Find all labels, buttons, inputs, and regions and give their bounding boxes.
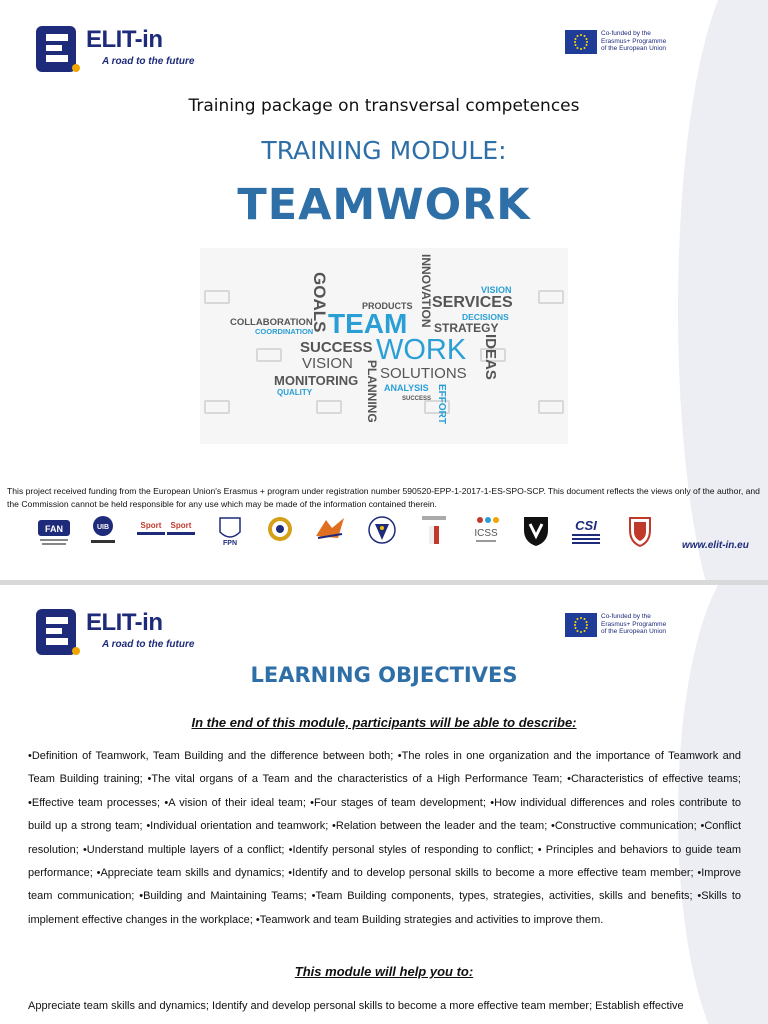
cloud-word: ANALYSIS (384, 383, 429, 393)
eu-notice-line: of the European Union (601, 628, 667, 635)
cloud-word: SUCCESS (402, 396, 432, 402)
cloud-word: VISION (481, 285, 512, 295)
watermark-icon (538, 290, 564, 304)
cloud-word: QUALITY (277, 388, 313, 397)
help-title: This module will help you to: (294, 964, 474, 979)
eu-cofunded-badge (565, 613, 685, 643)
elit-in-logo (36, 22, 196, 78)
objectives-intro: In the end of this module, participants will be able to describe: (191, 715, 577, 730)
elit-in-logo-icon (36, 22, 80, 74)
cloud-word: SUCCESS (300, 339, 373, 356)
brand-name: ELIT-in (86, 609, 163, 636)
partner-logos (30, 514, 670, 550)
eu-notice-line: Erasmus+ Programme (601, 37, 667, 45)
partner-label: Sport (170, 521, 192, 530)
partner-label: Sport (140, 521, 162, 530)
watermark-icon (256, 348, 282, 362)
partner-logo-uib-icon (85, 514, 121, 548)
partner-label: CSI (575, 518, 597, 533)
brand-tagline: A road to the future (102, 639, 195, 650)
partner-label: UIB (96, 524, 110, 531)
cloud-word: WORK (376, 334, 467, 366)
cloud-word: SOLUTIONS (380, 365, 467, 382)
partner-label: FAN (45, 524, 63, 534)
cloud-word: SERVICES (432, 294, 513, 311)
module-title: TEAMWORK (237, 180, 531, 230)
partner-logo-malta-icon (416, 514, 452, 548)
partner-logo-fpn-icon (212, 514, 248, 548)
partner-logo-rings-icon (262, 514, 298, 548)
eu-notice-line: Erasmus+ Programme (601, 620, 667, 628)
cloud-word: INNOVATION (419, 254, 433, 328)
learning-objectives-title: LEARNING OBJECTIVES (250, 663, 518, 687)
cloud-word: MONITORING (274, 373, 359, 388)
cloud-word: PRODUCTS (362, 301, 413, 311)
objectives-body: •Definition of Teamwork, Team Building and the difference between both; •The roles in one organization and the importance of Teamwork and Team Building training; •The vital organs of a Team and the characteristics of a High Performance Team; •Characteristics of effective teams; •Effective team processes; •A vision of their ideal team; •Four stages of team development; •How individual differences and roles contribute to build up a strong team; •Individual orientation and teamwork; •Relation between the leader and the team; •Constructive communication; •Conflict resolution; •Understand multiple layers of a conflict; •Identify personal styles of responding to conflict; • Principles and behaviors to guide team performance; •Appreciate team skills and dynamics; •Identify and to develop personal skills to become a more effective team member; •Improve team communication; •Building and Maintaining Teams; •Team Building components, types, strategies, activities, skills and benefits; •Skills to implement effective changes in the workplace; •Teamwork and team Building strategies and activities to improve them. (28, 750, 741, 926)
partner-logo-swoosh-icon (312, 514, 348, 548)
partner-logo-sport-icon (163, 514, 199, 548)
cloud-word: COLLABORATION (230, 317, 313, 328)
watermark-icon (204, 400, 230, 414)
eu-cofunded-badge (565, 30, 685, 60)
watermark-icon (316, 400, 342, 414)
cloud-word: PLANNING (365, 360, 379, 423)
brand-tagline: A road to the future (102, 56, 195, 67)
elit-in-logo-icon (36, 605, 80, 657)
cloud-word: TEAM (328, 308, 408, 339)
cloud-word: EFFORT (436, 384, 447, 424)
watermark-icon (538, 400, 564, 414)
eu-notice-line: Co-funded by the (601, 613, 651, 620)
partner-label: ICSS (474, 528, 498, 539)
partner-logo-icss-icon (468, 514, 504, 548)
eu-notice-text (601, 613, 666, 636)
partner-logo-sevilla-icon (622, 514, 658, 548)
watermark-icon (204, 290, 230, 304)
cloud-word: IDEAS (482, 334, 499, 380)
cloud-word: STRATEGY (434, 321, 499, 335)
teamwork-word-cloud-image (200, 248, 568, 444)
cloud-word: GOALS (310, 272, 329, 333)
cloud-word: DECISIONS (462, 312, 509, 322)
eu-notice-text (601, 30, 666, 53)
eu-notice-line: of the European Union (601, 45, 667, 52)
brand-name: ELIT-in (86, 26, 163, 53)
eu-flag-icon (565, 30, 597, 54)
eu-flag-icon (565, 613, 597, 637)
package-subtitle: Training package on transversal competences (188, 96, 580, 116)
partner-logo-fan-icon (36, 514, 72, 548)
funding-disclaimer: This project received funding from the European Union's Erasmus + program under registration number 590520-EPP-1-2017-1-ES-SPO-SCP. This document reflects the views only of the author, and the Commission cannot be held responsible for any use which may be made of the information contained therein. (7, 486, 760, 509)
cloud-word: VISION (302, 355, 353, 372)
partner-logo-shield-icon (518, 514, 554, 548)
partner-logo-crest-icon (364, 514, 400, 548)
eu-notice-line: Co-funded by the (601, 30, 651, 37)
elit-in-logo (36, 605, 196, 661)
module-label: TRAINING MODULE: (261, 136, 507, 165)
partner-label: FPN (223, 540, 237, 547)
partner-logo-csi-icon (568, 514, 604, 548)
help-body: Appreciate team skills and dynamics; Identify and develop personal skills to become a more effective team member; Establish effective (28, 1000, 684, 1012)
website-link[interactable]: www.elit-in.eu (682, 540, 749, 551)
cloud-word: COORDINATION (255, 327, 314, 336)
